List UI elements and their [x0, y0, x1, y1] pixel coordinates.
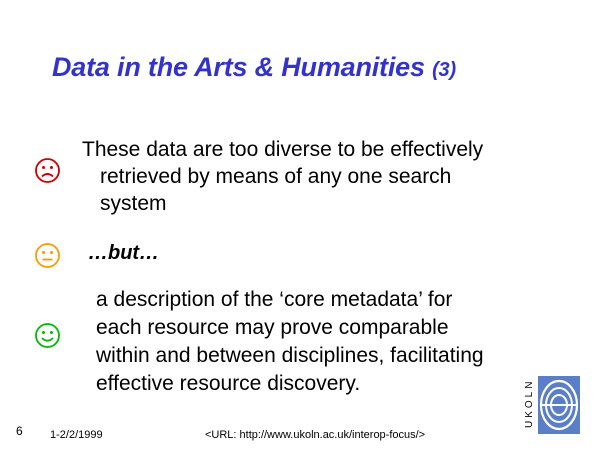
slide-title — [52, 52, 456, 83]
point-3-text — [96, 286, 484, 398]
title-suffix: (3) — [432, 59, 456, 81]
frowning-face-icon — [34, 157, 61, 184]
ukoln-logo — [524, 372, 580, 434]
page-number: 6 — [16, 424, 23, 438]
smiling-face-icon — [34, 322, 61, 349]
ukoln-logo-graphic — [538, 376, 580, 434]
point-3-line: effective resource discovery. — [96, 372, 361, 395]
footer-url: <URL: http://www.ukoln.ac.uk/interop-focus/> — [205, 429, 426, 441]
point-3-line: a description of the ‘core metadata’ for — [96, 288, 453, 311]
point-2-text: …but… — [88, 242, 160, 264]
ukoln-logo-text: UKOLN — [524, 378, 535, 428]
point-1-line: These data are too diverse to be effectively — [82, 138, 484, 161]
point-1-line: retrieved by means of any one search — [100, 165, 452, 188]
point-3-line: each resource may prove comparable — [96, 316, 449, 339]
title-text: Data in the Arts & Humanities — [52, 52, 425, 82]
point-3-line: within and between disciplines, facilitating — [96, 344, 484, 367]
point-1-text — [82, 136, 552, 217]
neutral-face-icon — [34, 242, 61, 269]
point-1-line: system — [100, 192, 167, 215]
footer-date: 1-2/2/1999 — [50, 429, 103, 441]
